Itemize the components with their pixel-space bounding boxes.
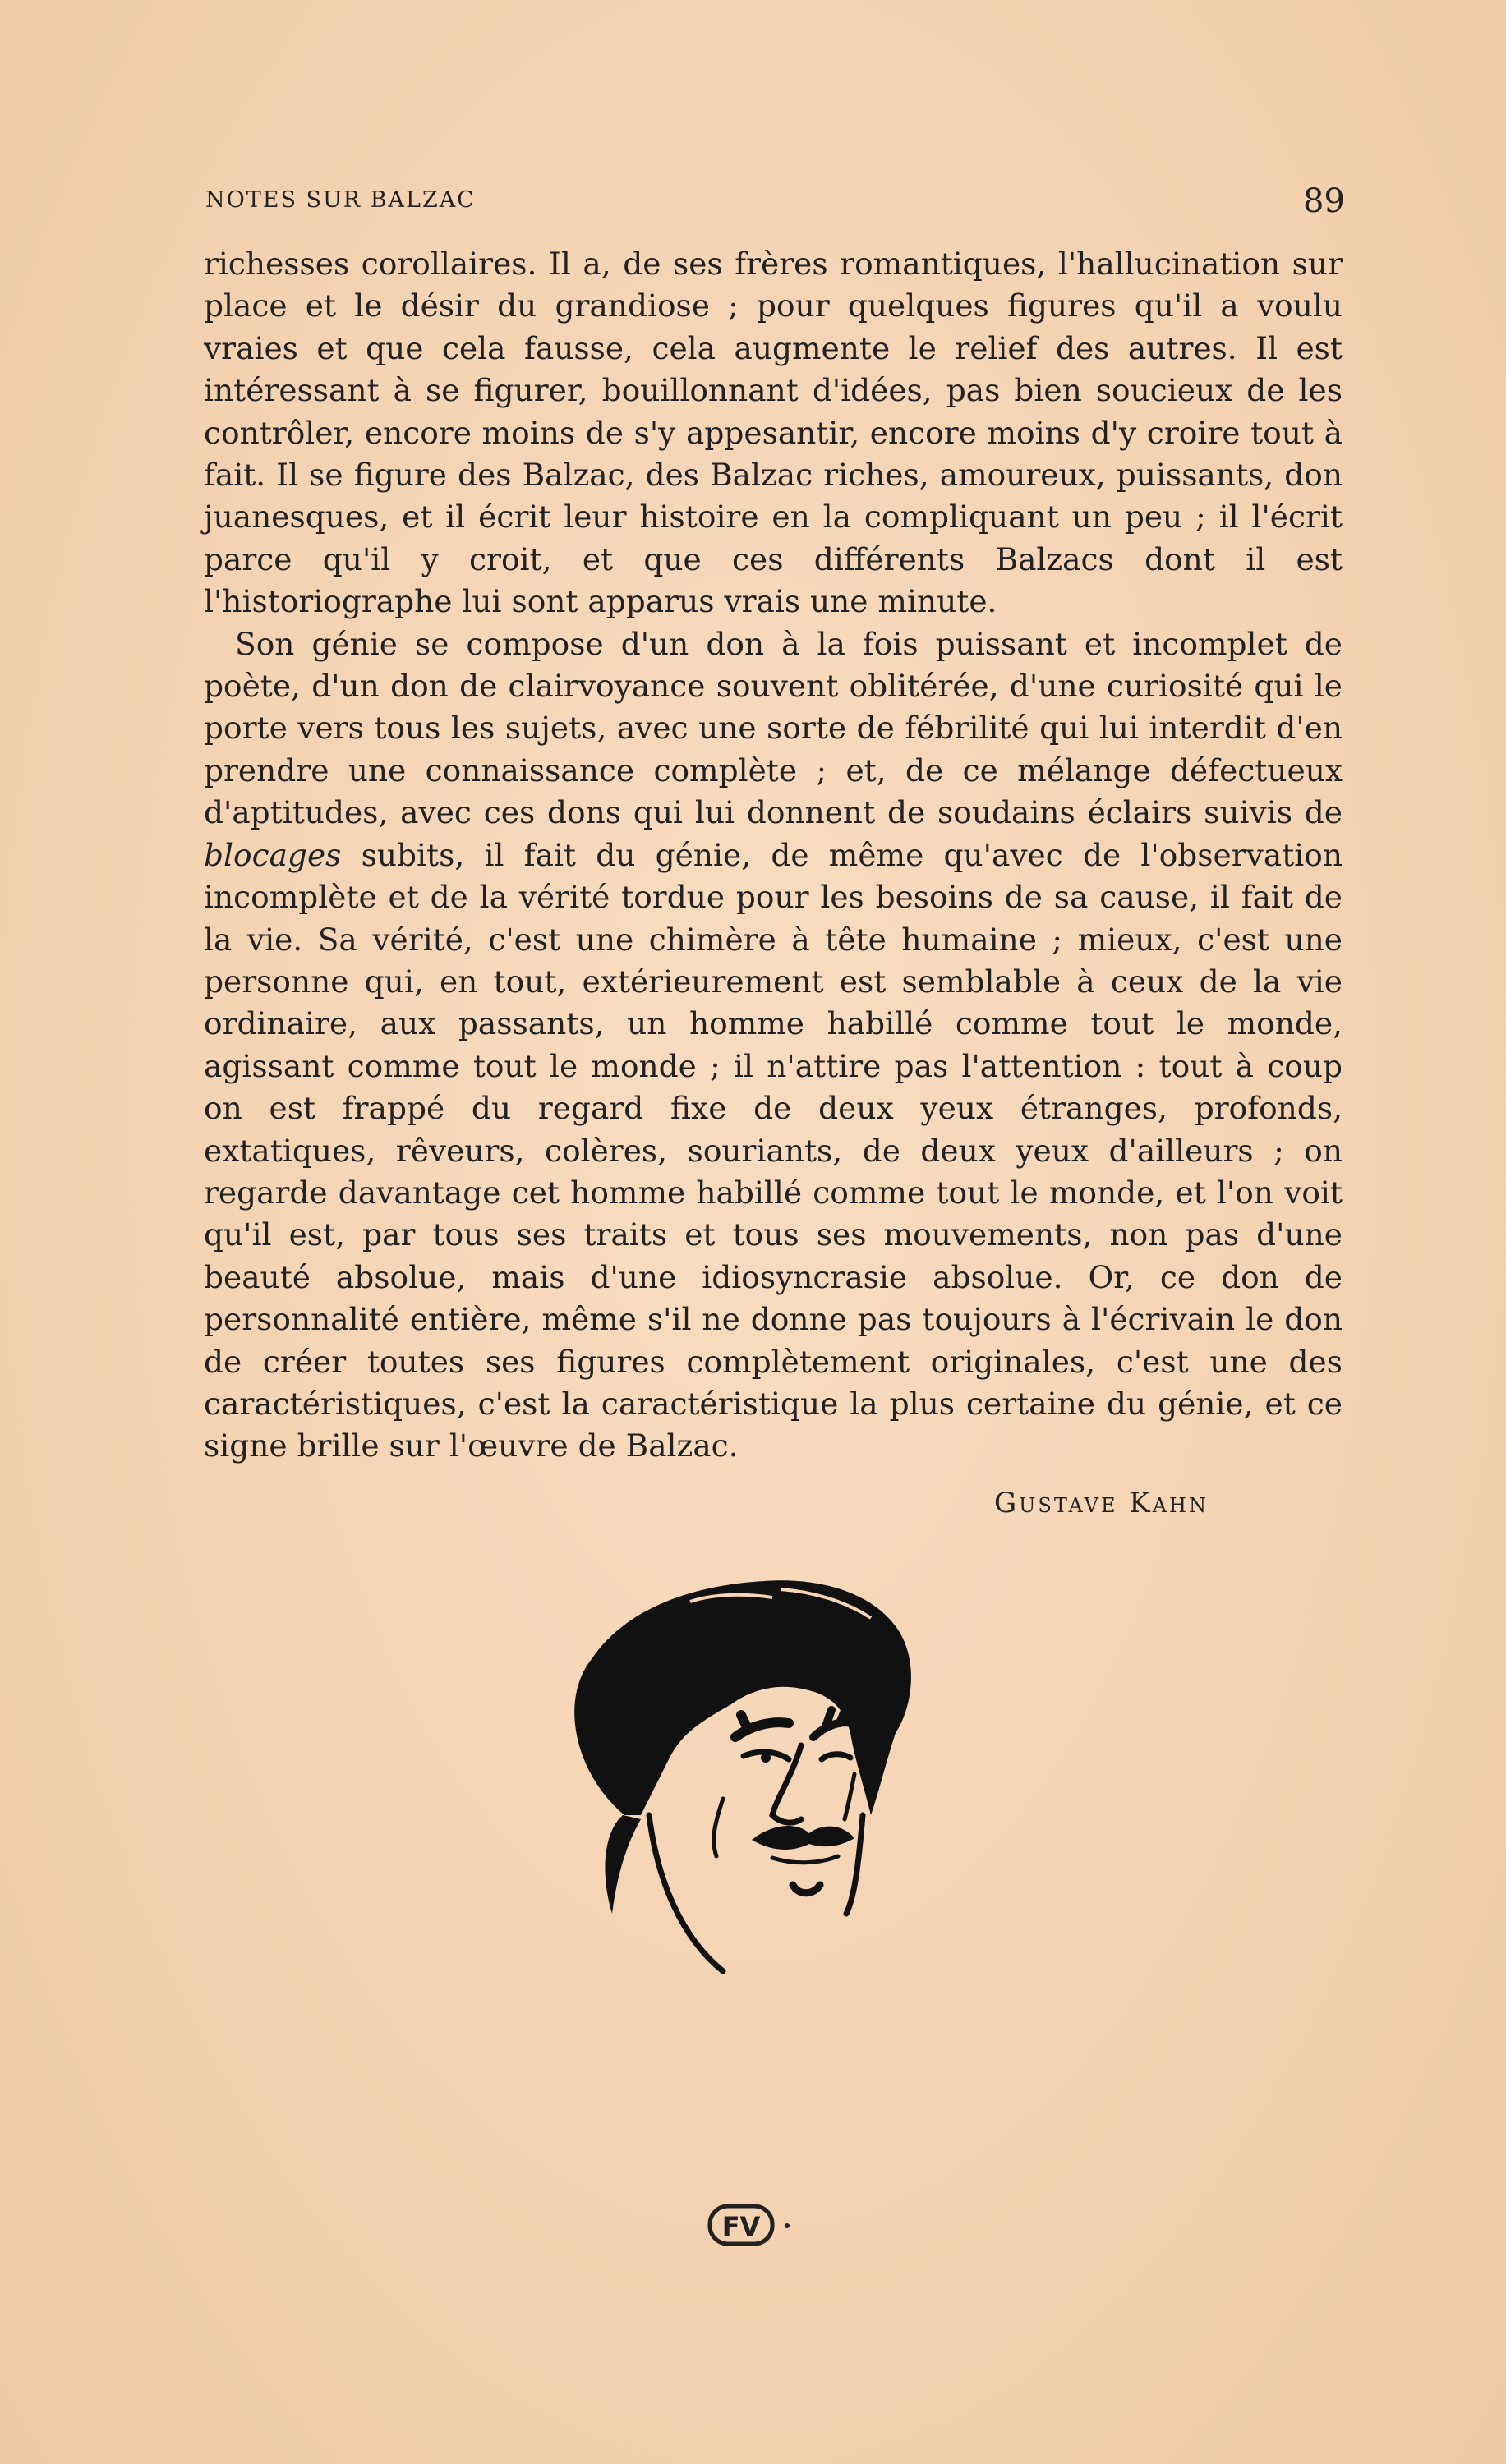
portrait-hair-left	[605, 1815, 641, 1914]
portrait-right-brow	[813, 1707, 850, 1737]
body-text	[204, 243, 1343, 1468]
paragraph-2-part-2: subits, il fait du génie, de même qu'avec de l'observation incomplète et de la vérité tordue pour les besoins de sa cause, il fait de la vie. Sa vérité, c'est une chimère à tête humaine ; mieux, c'est une personne qui, en tout, extérieurement est semblable à ceux de la vie ordinaire, aux passants, un homme habillé comme tout le monde, agissant comme tout le monde ; il n'attire pas l'attention : tout à coup on est frappé du regard fixe de deux yeux étranges, profonds, extatiques, rêveurs, colères, souriants, de deux yeux d'ailleurs ; on regarde davantage cet homme habillé comme tout le monde, et l'on voit qu'il est, par tous ses traits et tous ses mouvements, non pas d'une beauté absolue, mais d'une idiosyncrasie absolue. Or, ce don de personnalité entière, même s'il ne donne pas toujours à l'écrivain le don de créer toutes ses figures complètement originales, c'est une des caractéristiques, c'est la caractéristique la plus certaine du génie, et ce signe brille sur l'œuvre de Balzac.	[204, 836, 1343, 1464]
monogram-text: FV	[721, 2211, 761, 2242]
paragraph-2-part-1: Son génie se compose d'un don à la fois puissant et incomplet de poète, d'un don de clairvoyance souvent oblitérée, d'une curiosité qui le porte vers tous les sujets, avec une sorte de fébrilité qui lui interdit d'en prendre une connaissance complète ; et, de ce mélange défectueux d'aptitudes, avec ces dons qui lui donnent de soudains éclairs suivis de	[204, 625, 1343, 831]
balzac-portrait-sketch	[526, 1569, 986, 2012]
portrait-mustache	[752, 1826, 854, 1850]
portrait-right-eye	[822, 1754, 850, 1759]
portrait-left-brow	[735, 1715, 789, 1737]
paragraph-2	[204, 623, 1343, 1468]
paragraph-1: richesses corollaires. Il a, de ses frères romantiques, l'hallucination sur place et le désir du grandiose ; pour quelques figures qu'il a voulu vraies et que cela fausse, cela augmente le relief des autres. Il est intéressant à se figurer, bouillonnant d'idées, pas bien soucieux de les contrôler, encore moins de s'y appesantir, encore moins d'y croire tout à fait. Il se figure des Balzac, des Balzac riches, amoureux, puissants, don juanesques, et il écrit leur histoire en la compliquant un peu ; il l'écrit parce qu'il y croit, et que ces différents Balzacs dont il est l'historiographe lui sont apparus vrais une minute.	[204, 246, 1343, 620]
portrait-hair	[574, 1580, 911, 1815]
running-head: NOTES SUR BALZAC	[205, 187, 476, 213]
portrait-chin	[793, 1885, 820, 1893]
page-number: 89	[1303, 182, 1345, 220]
italic-word: blocages	[204, 836, 342, 873]
portrait-mouth	[772, 1856, 838, 1863]
author-signature: Gustave Kahn	[994, 1487, 1209, 1519]
illustrator-monogram	[707, 2201, 797, 2250]
